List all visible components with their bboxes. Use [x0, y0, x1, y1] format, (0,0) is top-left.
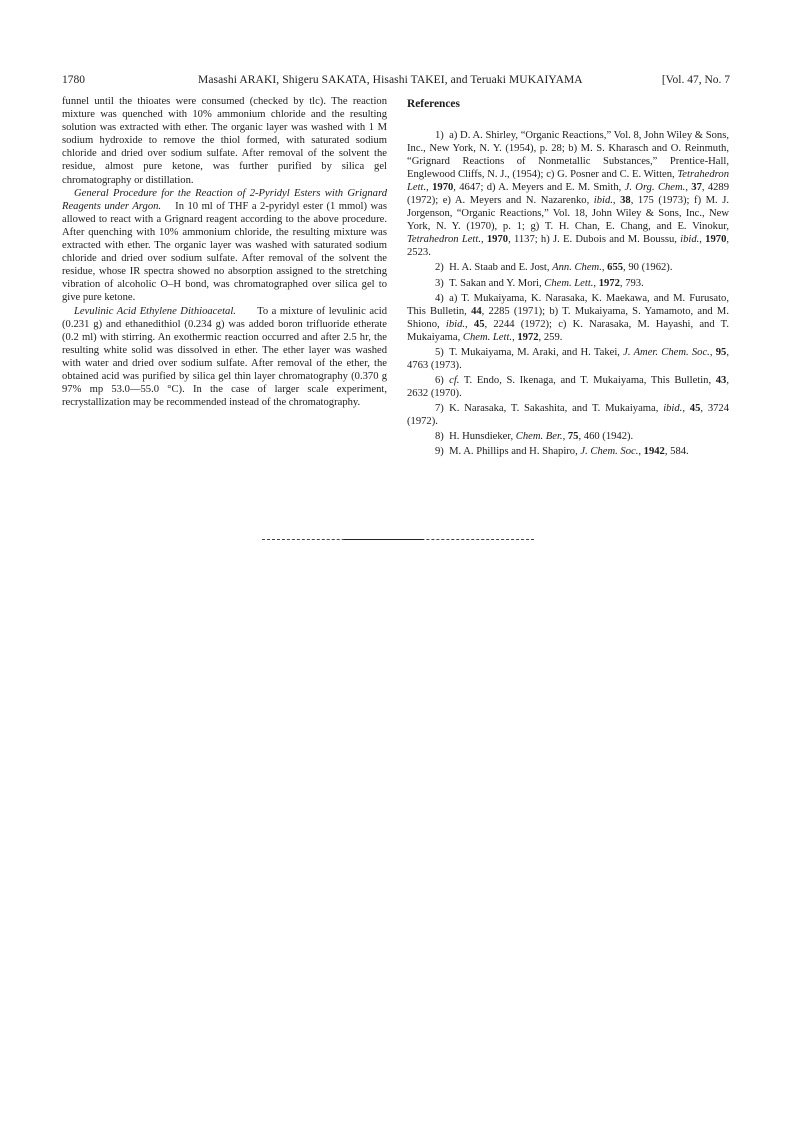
journal-name: ibid. [445, 318, 466, 330]
reference-item [407, 374, 729, 400]
end-rule-solid [344, 539, 424, 540]
reference-text: , 90 (1962). [623, 262, 673, 274]
reference-number: 5) [435, 346, 444, 358]
reference-text: , 259. [538, 331, 563, 343]
left-column [62, 95, 387, 409]
volume-number: 37 [691, 182, 702, 194]
reference-text: , [465, 318, 474, 330]
reference-item [407, 402, 729, 428]
reference-text: , 1137; h) J. E. Dubois and M. Boussu, [508, 234, 681, 246]
reference-number: 7) [435, 402, 444, 414]
reference-text: , 175 (1973); f) M. J. Jorgenson, “Organic Reactions,” Vol. 18, John Wiley & Sons, Inc., New York, N. Y. (1970), p. 1; g) T. H. Chan, E. Chang, and E. Vinokur, [407, 195, 730, 233]
reference-text: a) T. Mukaiyama, K. Narasaka, K. Maekawa, and M. Furusato, This Bulletin, [407, 292, 729, 317]
reference-text: , [612, 195, 621, 207]
reference-text: , 793. [619, 277, 644, 289]
journal-name: J. Chem. Soc. [580, 446, 639, 458]
volume-number: 44 [471, 305, 482, 317]
journal-name: Tetrahedron Lett. [407, 234, 481, 246]
reference-text: , 584. [664, 446, 689, 458]
body-paragraph [62, 187, 387, 305]
reference-text: , [685, 182, 692, 194]
volume-number: 1970 [432, 182, 454, 194]
reference-text: K. Narasaka, T. Sakashita, and T. Mukaiyama, [449, 402, 664, 414]
reference-number: 8) [435, 431, 444, 443]
volume-number: 1970 [486, 234, 509, 246]
volume-number: 75 [567, 431, 579, 443]
reference-text: , 4647; d) A. Meyers and E. M. Smith, [453, 182, 625, 194]
reference-item [407, 129, 729, 259]
journal-name: Ann. Chem. [552, 262, 602, 274]
volume-number: 1942 [643, 446, 665, 458]
reference-text: , 4289 (1972); e) A. Meyers and N. Nazarenko, [407, 182, 730, 207]
body-paragraph [62, 305, 387, 410]
reference-item [407, 277, 729, 290]
reference-number: 9) [435, 446, 444, 458]
reference-item [407, 292, 729, 344]
paragraph-text: To a mixture of levulinic acid (0.231 g) and ethanedithiol (0.234 g) was added boron trifluoride etherate (0.2 ml) with stirring. An exothermic reaction occurred and after 2.5 hr, the resulting white solid was dissolved in ether. The ether layer was washed with water and dried over sodium sulfate. After removal of the ether, the obtained acid was purified by silica gel thin layer chromatography (0.370 g 97% mp 53.0—55.0 °C). In the case of larger scale experiment, recrystallization may be recommended instead of the chromatography. [62, 305, 387, 409]
reference-item [407, 430, 729, 443]
reference-text: , [593, 277, 599, 289]
reference-text: , [699, 234, 706, 246]
reference-text: , [638, 446, 644, 458]
volume-number: 655 [607, 262, 624, 274]
reference-text: H. A. Staab and E. Jost, [449, 262, 553, 274]
reference-text: , 460 (1942). [578, 431, 634, 443]
volume-number: 1970 [705, 234, 727, 246]
end-rule [262, 539, 534, 540]
volume-number: 95 [715, 346, 727, 358]
paragraph-text: In 10 ml of THF a 2-pyridyl ester (1 mmol) was allowed to react with a Grignard reagent according to the above procedure. After quenching with 10% ammonium chloride, the resulting mixture was extracted with ether. The organic layer was washed with saturated sodium chloride and dried over sodium sulfate. After removal of the solvent the residue, whose IR spectra showed no absorption assigned to the stretching vibration of alcoholic O–H bond, was chromatographed over silica gel to give pure ketone. [62, 200, 387, 304]
reference-item [407, 346, 729, 372]
reference-text: , 2285 (1971); b) T. Mukaiyama, S. Yamamoto, and M. Shiono, [407, 305, 729, 330]
reference-text: T. Sakan and Y. Mori, [449, 277, 545, 289]
body-paragraph: funnel until the thioates were consumed (checked by tlc). The reaction mixture was quenched with 10% ammonium chloride and the resulting solution was extracted with ether. The organic layer was washed with 1 M sodium hydroxide to remove the thiol formed, with saturated sodium chloride and dried over sodium sulfate. After removal of the solvent the residue, almost pure ketone, was further purified by silica gel chromatography or distillation. [62, 96, 387, 186]
reference-text: M. A. Phillips and H. Shapiro, [449, 446, 581, 458]
references-section [407, 97, 729, 460]
reference-number: 4) [435, 292, 444, 304]
reference-text: , [426, 182, 433, 194]
reference-item [407, 261, 729, 274]
reference-number: 1) [435, 130, 444, 141]
reference-number: 2) [435, 262, 444, 274]
reference-text: , [562, 431, 568, 443]
volume-info: [Vol. 47, No. 7 [661, 74, 730, 86]
reference-text: T. Endo, S. Ikenaga, and T. Mukaiyama, This Bulletin, [459, 374, 716, 386]
page-number: 1780 [62, 74, 85, 86]
reference-text: H. Hunsdieker, [449, 431, 516, 443]
volume-number: 45 [689, 402, 701, 414]
journal-name: Tetrahedron Lett. [407, 169, 729, 194]
run-in-heading: Levulinic Acid Ethylene Dithioacetal. [74, 305, 236, 317]
reference-text: , 2632 (1970). [407, 374, 729, 399]
reference-text: , 2244 (1972); c) K. Narasaka, M. Hayashi, and T. Mukaiyama, [407, 318, 730, 343]
running-authors: Masashi ARAKI, Shigeru SAKATA, Hisashi TAKEI, and Teruaki MUKAIYAMA [198, 74, 583, 86]
run-in-heading: General Procedure for the Reaction of 2-Pyridyl Esters with Grignard Reagents under Argon. [62, 187, 387, 212]
reference-text: , 4763 (1973). [407, 346, 729, 371]
reference-text: , 2523. [407, 234, 730, 259]
journal-name: ibid. [680, 234, 700, 246]
volume-number: 43 [715, 374, 727, 386]
journal-name: J. Org. Chem. [624, 182, 686, 194]
volume-number: 1972 [517, 331, 539, 343]
reference-number: 6) [435, 374, 444, 386]
reference-text: , 3724 (1972). [407, 402, 730, 427]
journal-name: ibid. [593, 195, 613, 207]
journal-name: ibid. [663, 402, 683, 414]
volume-number: 45 [473, 318, 485, 330]
reference-text: , [601, 262, 608, 274]
journal-name: J. Amer. Chem. Soc. [623, 346, 710, 358]
reference-text: , [512, 331, 518, 343]
running-header [62, 70, 730, 90]
references-heading: References [407, 98, 460, 110]
volume-number: 38 [620, 195, 631, 207]
reference-item [407, 445, 729, 458]
journal-name: cf. [449, 374, 460, 386]
reference-list [407, 129, 729, 458]
reference-text: , [480, 234, 487, 246]
reference-text: , [682, 402, 690, 414]
reference-number: 3) [435, 277, 444, 289]
reference-text: T. Mukaiyama, M. Araki, and H. Takei, [449, 346, 624, 358]
journal-name: Chem. Lett. [462, 331, 513, 343]
volume-number: 1972 [598, 277, 620, 289]
reference-text: a) D. A. Shirley, “Organic Reactions,” Vol. 8, John Wiley & Sons, Inc., New York, N. Y. (1954), p. 28; b) M. S. Kharasch and O. Reinmuth, “Grignard Reactions of Nonmetallic Substances,” Prentice-Hall, Englewood Cliffs, N. J., (1954); c) G. Posner and C. E. Witten, [407, 130, 729, 181]
journal-name: Chem. Ber. [515, 431, 563, 443]
journal-name: Chem. Lett. [544, 277, 594, 289]
reference-text: , [709, 346, 716, 358]
